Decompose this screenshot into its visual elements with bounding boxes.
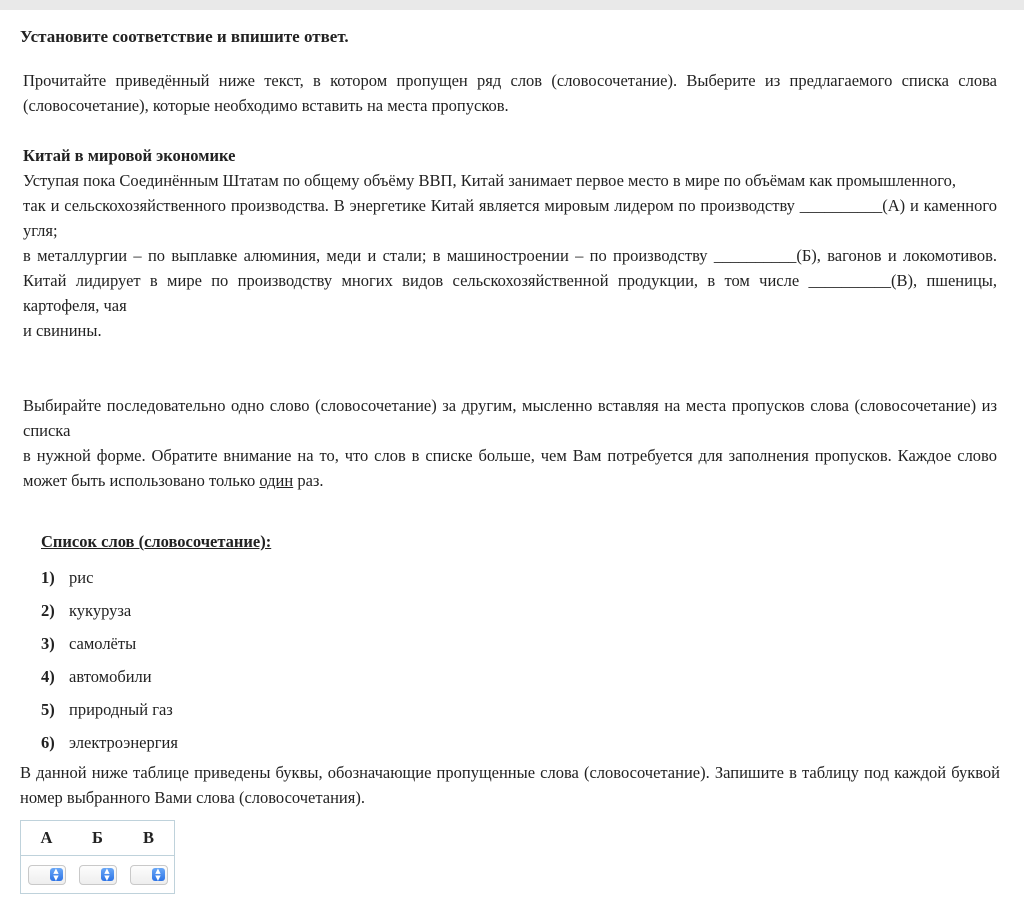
column-header-v: В [123,821,175,856]
list-item-word: автомобили [69,667,152,686]
list-item-number: 4) [41,667,55,686]
list-item-number: 5) [41,700,55,719]
answer-select-a[interactable] [28,865,66,885]
top-bar [0,0,1024,10]
list-item-number: 2) [41,601,55,620]
list-item [41,599,641,632]
list-item-word: природный газ [69,700,173,719]
article-line: так и сельскохозяйственного производства. В энергетике Китай является мировым лидером по производству __________(А) и каменного угля; [23,196,997,240]
list-item [41,665,641,698]
task-title: Установите соответствие и впишите ответ. [20,27,349,46]
up-down-chevron-icon: ▲ ▼ [101,868,114,881]
article-line: и свинины. [23,321,102,340]
table-note: В данной ниже таблице приведены буквы, обозначающие пропущенные слова (словосочетание). Запишите в таблицу под каждой буквой номер выбранного Вами слова (словосочетания). [20,763,1000,807]
word-list [41,529,641,764]
article [23,143,997,343]
intro-text: Прочитайте приведённый ниже текст, в котором пропущен ряд слов (словосочетание). Выберите из предлагаемого списка слова (словосочетание), которые необходимо вставить на места пропусков. [23,71,997,115]
answer-cell-v [123,856,175,894]
list-item-number: 6) [41,733,55,752]
article-line: Уступая пока Соединённым Штатам по общему объёму ВВП, Китай занимает первое место в мире по объёмам как промышленного, [23,171,956,190]
article-heading: Китай в мировой экономике [23,146,236,165]
answer-cell-a [21,856,73,894]
answer-cell-b [72,856,123,894]
answer-table [20,820,175,894]
list-item-number: 1) [41,568,55,587]
column-header-a: А [21,821,73,856]
list-item-word: электроэнергия [69,733,178,752]
list-item-number: 3) [41,634,55,653]
list-item-word: рис [69,568,94,587]
instructions-text: раз. [293,471,324,490]
column-header-b: Б [72,821,123,856]
instructions-underlined: один [259,471,294,490]
up-down-chevron-icon: ▲ ▼ [50,868,63,881]
answer-select-b[interactable] [79,865,117,885]
instructions-line [23,443,997,493]
list-item [41,632,641,665]
instructions-line: Выбирайте последовательно одно слово (словосочетание) за другим, мысленно вставляя на места пропусков слова (словосочетание) из списка [23,396,997,440]
list-item-word: самолёты [69,634,137,653]
up-down-chevron-icon: ▲ ▼ [152,868,165,881]
instructions [23,393,997,493]
list-item [41,566,641,599]
instructions-text: в нужной форме. Обратите внимание на то, что слов в списке больше, чем Вам потребуется для заполнения пропусков. Каждое слово может быть использовано только [23,446,997,490]
article-line: в металлургии – по выплавке алюминия, меди и стали; в машиностроении – по производству __________(Б), вагонов и локомотивов. Китай лидирует в мире по производству многих видов сельскохозяйственной продукции, в том числе __________(В), пшеницы, картофеля, чая [23,246,997,315]
list-item [41,698,641,731]
list-item-word: кукуруза [69,601,132,620]
word-list-title: Список слов (словосочетание): [41,532,272,551]
answer-select-v[interactable] [130,865,168,885]
